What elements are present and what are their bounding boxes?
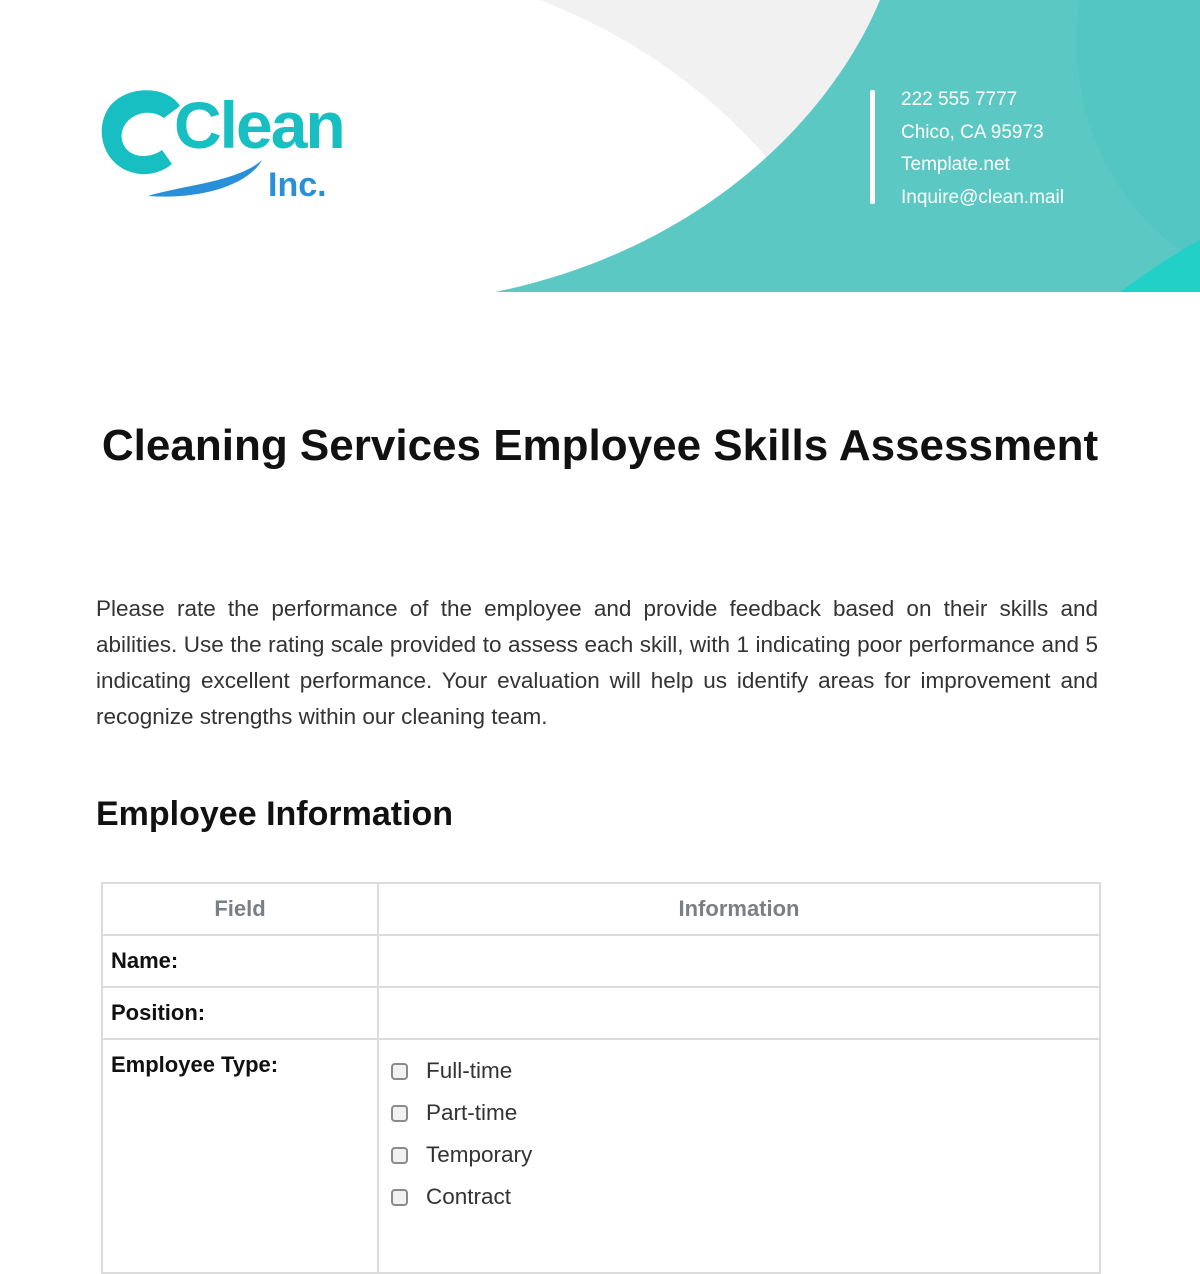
option-label: Temporary — [426, 1142, 533, 1167]
field-label-name: Name: — [102, 935, 378, 987]
column-header-information: Information — [378, 883, 1100, 935]
option-part-time[interactable] — [391, 1092, 1091, 1134]
table-row — [102, 1039, 1100, 1273]
company-logo — [88, 78, 348, 208]
column-header-field: Field — [102, 883, 378, 935]
employee-type-options — [378, 1039, 1100, 1273]
position-field[interactable] — [378, 987, 1100, 1039]
checkbox-contract[interactable] — [391, 1189, 408, 1206]
contact-divider — [870, 90, 875, 204]
option-contract[interactable] — [391, 1176, 1091, 1218]
table-header-row — [102, 883, 1100, 935]
checkbox-full-time[interactable] — [391, 1063, 408, 1080]
contact-location: Chico, CA 95973 — [901, 121, 1044, 143]
employee-info-heading: Employee Information — [96, 795, 454, 833]
logo-wordmark: Clean — [174, 88, 344, 162]
contact-phone: 222 555 7777 — [901, 89, 1018, 110]
option-label: Part-time — [426, 1100, 518, 1125]
checkbox-temporary[interactable] — [391, 1147, 408, 1164]
contact-block — [901, 84, 1064, 214]
contact-website[interactable]: Template.net — [901, 154, 1010, 175]
checkbox-part-time[interactable] — [391, 1105, 408, 1122]
logo-subtitle: Inc. — [268, 166, 327, 204]
field-label-position: Position: — [102, 987, 378, 1039]
name-field[interactable] — [378, 935, 1100, 987]
field-label-employee-type: Employee Type: — [102, 1039, 378, 1273]
contact-email[interactable]: Inquire@clean.mail — [901, 186, 1064, 208]
option-label: Full-time — [426, 1058, 513, 1083]
option-temporary[interactable] — [391, 1134, 1091, 1176]
document-title: Cleaning Services Employee Skills Assessment — [101, 421, 1099, 470]
option-full-time[interactable] — [391, 1050, 1091, 1092]
table-row — [102, 987, 1100, 1039]
option-label: Contract — [426, 1184, 512, 1209]
intro-paragraph: Please rate the performance of the employee and provide feedback based on their skills and abilities. Use the rating scale provided to assess each skill, with 1 indicating poor performance and 5 indicating excellent performance. Your evaluation will help us identify areas for improvement and recognize strengths within our cleaning team. — [96, 596, 1098, 729]
table-row — [102, 935, 1100, 987]
employee-info-table — [101, 882, 1101, 1274]
